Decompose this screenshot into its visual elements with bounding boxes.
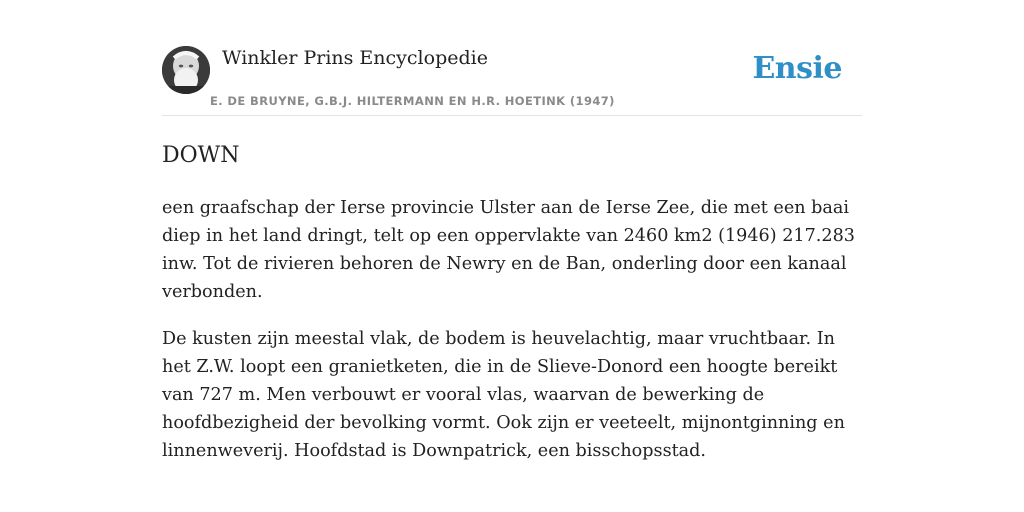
page <box>162 40 862 484</box>
author-avatar[interactable] <box>162 46 210 94</box>
publication-authors: E. DE BRUYNE, G.B.J. HILTERMANN EN H.R. HOETINK (1947) <box>210 94 615 108</box>
portrait-image <box>162 46 210 94</box>
ensie-logo[interactable]: Ensie <box>752 51 842 86</box>
publication-title[interactable]: Winkler Prins Encyclopedie <box>222 47 488 69</box>
publication-header <box>162 40 862 116</box>
entry-paragraph: De kusten zijn meestal vlak, de bodem is heuvelachtig, maar vruchtbaar. In het Z.W. loopt een granietketen, die in de Slieve-Donord een hoogte bereikt van 727 m. Men verbouwt er vooral vlas, waarvan de bewerking de hoofdbezigheid der bevolking vormt. Ook zijn er veeteelt, mijnontginning en linnenweverij. Hoofdstad is Downpatrick, een bisschopsstad. <box>162 329 845 461</box>
entry-body <box>162 194 862 465</box>
entry-paragraph: een graafschap der Ierse provincie Ulster aan de Ierse Zee, die met een baai diep in het land dringt, telt op een oppervlakte van 2460 km2 (1946) 217.283 inw. Tot de rivieren behoren de Newry en de Ban, onderling door een kanaal verbonden. <box>162 198 855 302</box>
entry-title: DOWN <box>162 143 240 168</box>
